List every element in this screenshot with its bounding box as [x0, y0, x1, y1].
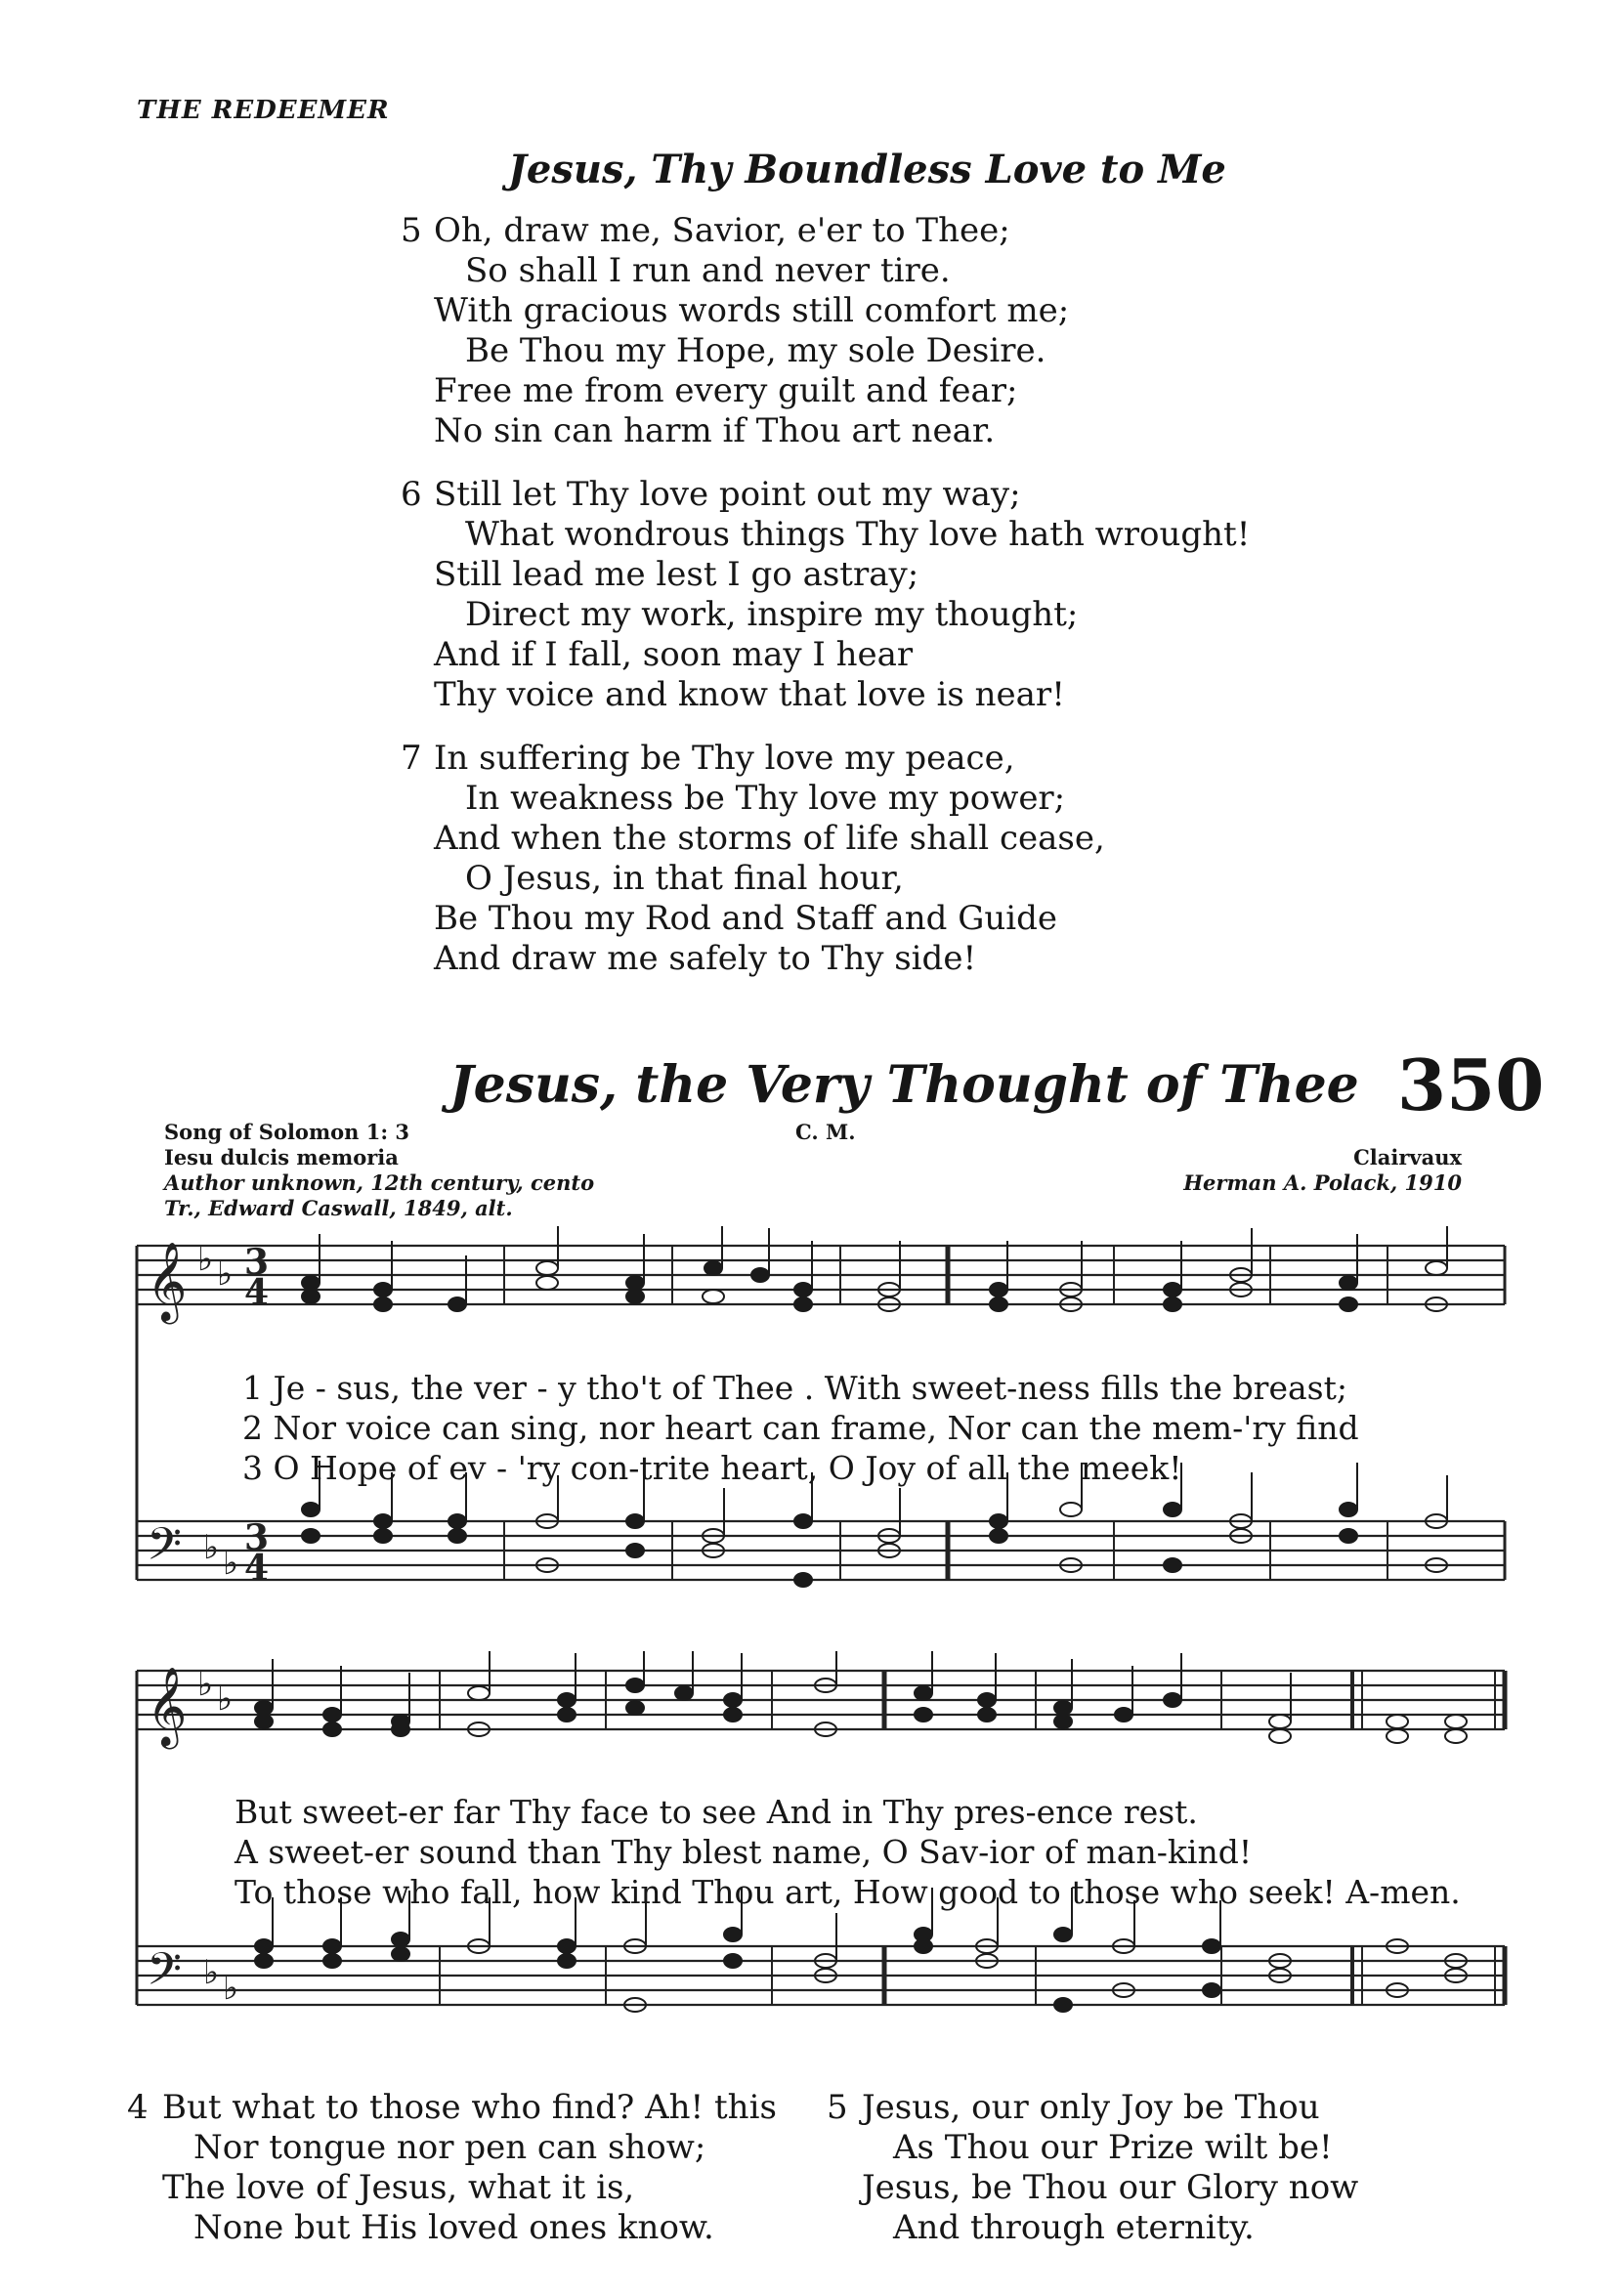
note-head: [255, 1701, 273, 1715]
note-head: [558, 1708, 576, 1722]
flat-icon: ♭: [197, 1240, 214, 1279]
note-head: [626, 1701, 644, 1715]
section-header: THE REDEEMER: [137, 96, 390, 125]
note-head: [1164, 1693, 1181, 1707]
treble-clef-icon: 𝄞: [147, 1666, 188, 1746]
flat-icon: ♭: [223, 1544, 239, 1583]
note-head: [558, 1939, 576, 1953]
note-head: [794, 1297, 812, 1311]
lyric-line: But sweet-er far Thy face to see And in Thy pres-ence rest.: [235, 1793, 1198, 1831]
note-head: [1060, 1503, 1082, 1516]
note-head: [374, 1283, 392, 1297]
note-head: [1387, 1729, 1408, 1743]
note-head: [990, 1514, 1007, 1528]
lyric-line: 3 O Hope of ev - 'ry con-trite heart, O Joy of all the meek!: [242, 1449, 1182, 1487]
note-head: [558, 1693, 576, 1707]
note-head: [626, 1290, 644, 1303]
note-head: [323, 1939, 341, 1953]
stanza-line: Be Thou my Hope, my sole Desire.: [465, 331, 1046, 370]
system-1-lyrics: [242, 1368, 1359, 1488]
note-head: [1340, 1297, 1357, 1311]
note-head: [1340, 1503, 1357, 1516]
stanza-line: Jesus, our only Joy be Thou: [862, 2088, 1320, 2127]
note-head: [675, 1686, 693, 1700]
stanza-number: 4: [127, 2088, 149, 2127]
note-head: [302, 1503, 320, 1516]
stanza-line: Jesus, be Thou our Glory now: [862, 2168, 1359, 2207]
note-head: [1115, 1708, 1132, 1722]
hymn-b-title: Jesus, the Very Thought of Thee: [449, 1055, 1359, 1115]
hymn-a-stanza-7: [401, 739, 1105, 979]
stanza-line: Nor tongue nor pen can show;: [193, 2128, 706, 2167]
note-head: [794, 1283, 812, 1297]
hymn-a-stanza-5: [401, 211, 1070, 451]
stanza-line: And through eternity.: [893, 2208, 1255, 2247]
stanza-line: Be Thou my Rod and Staff and Guide: [434, 899, 1058, 938]
note-head: [1340, 1529, 1357, 1543]
note-head: [724, 1928, 742, 1941]
note-head: [626, 1679, 644, 1692]
note-head: [536, 1261, 558, 1275]
note-head: [724, 1708, 742, 1722]
note-head: [1054, 1998, 1072, 2012]
note-head: [1387, 1715, 1408, 1728]
note-head: [374, 1514, 392, 1528]
note-head: [392, 1933, 409, 1946]
bass-clef-icon: 𝄢: [147, 1518, 183, 1582]
note-head: [990, 1283, 1007, 1297]
note-head: [323, 1722, 341, 1736]
note-head: [536, 1276, 558, 1290]
note-head: [302, 1529, 320, 1543]
note-head: [978, 1693, 996, 1707]
composer-credit: Herman A. Polack, 1910: [1183, 1170, 1462, 1195]
note-head: [1340, 1276, 1357, 1290]
stanza-line: With gracious words still comfort me;: [434, 291, 1070, 330]
note-head: [1054, 1928, 1072, 1941]
scripture-reference: Song of Solomon 1: 3: [164, 1120, 410, 1144]
note-head: [255, 1954, 273, 1968]
note-head: [1269, 1729, 1291, 1743]
note-head: [724, 1954, 742, 1968]
author-credit: Author unknown, 12th century, cento: [164, 1170, 595, 1195]
bass-clef-icon: 𝄢: [147, 1943, 183, 2007]
stanza-number: 6: [401, 475, 422, 514]
note-head: [794, 1573, 812, 1587]
note-head: [915, 1708, 932, 1722]
stanza-number: 7: [401, 739, 422, 778]
hymn-a-stanza-6: [401, 475, 1251, 715]
note-head: [558, 1954, 576, 1968]
lyric-line: 2 Nor voice can sing, nor heart can frame, Nor can the mem-'ry find: [242, 1409, 1359, 1447]
latin-title: Iesu dulcis memoria: [164, 1145, 399, 1169]
meter: C. M.: [795, 1120, 856, 1144]
note-head: [724, 1693, 742, 1707]
note-head: [1164, 1297, 1181, 1311]
note-head: [704, 1261, 722, 1275]
note-head: [302, 1290, 320, 1303]
flat-icon: ♭: [203, 1953, 220, 1992]
stanza-line: Thy voice and know that love is near!: [434, 675, 1065, 714]
stanza-line: No sin can harm if Thou art near.: [434, 411, 996, 450]
stanza-line: The love of Jesus, what it is,: [162, 2168, 635, 2207]
note-head: [1203, 1983, 1220, 1997]
stanza-line: But what to those who find? Ah! this: [162, 2088, 777, 2127]
stanza-number: 5: [827, 2088, 848, 2127]
time-signature-bottom: 4: [244, 1548, 270, 1589]
flat-icon: ♭: [223, 1969, 239, 2008]
system-2-lyrics: [235, 1792, 1461, 1912]
flat-icon: ♭: [217, 1254, 234, 1294]
translator-credit: Tr., Edward Caswall, 1849, alt.: [164, 1196, 513, 1220]
note-head: [392, 1722, 409, 1736]
stanza-line: Direct my work, inspire my thought;: [465, 595, 1079, 634]
flat-icon: ♭: [217, 1679, 234, 1719]
note-head: [794, 1514, 812, 1528]
note-head: [374, 1529, 392, 1543]
note-head: [448, 1529, 466, 1543]
note-head: [255, 1939, 273, 1953]
time-signature-top: 3: [244, 1242, 270, 1283]
note-head: [1054, 1715, 1072, 1728]
note-head: [448, 1514, 466, 1528]
note-head: [626, 1544, 644, 1557]
note-head: [978, 1708, 996, 1722]
stanza-line: So shall I run and never tire.: [465, 251, 951, 290]
note-head: [302, 1276, 320, 1290]
stanza-line: None but His loved ones know.: [193, 2208, 714, 2247]
stanza-line: Still lead me lest I go astray;: [434, 555, 919, 594]
note-head: [392, 1947, 409, 1961]
note-head: [323, 1708, 341, 1722]
treble-clef-icon: 𝄞: [147, 1241, 188, 1321]
hymn-b-stanza-4: [127, 2088, 777, 2248]
note-head: [990, 1529, 1007, 1543]
note-head: [1164, 1503, 1181, 1516]
flat-icon: ♭: [197, 1665, 214, 1704]
note-head: [1445, 1715, 1467, 1728]
hymn-b-stanza-5: [827, 2088, 1359, 2248]
note-head: [915, 1686, 932, 1700]
hymn-number: 350: [1397, 1043, 1545, 1127]
note-head: [1164, 1558, 1181, 1572]
note-head: [915, 1939, 932, 1953]
note-head: [626, 1276, 644, 1290]
stanza-line: Oh, draw me, Savior, e'er to Thee;: [434, 211, 1010, 250]
time-signature-bottom: 4: [244, 1272, 270, 1313]
lyric-line: A sweet-er sound than Thy blest name, O Sav-ior of man-kind!: [235, 1833, 1253, 1871]
stanza-line: In suffering be Thy love my peace,: [434, 739, 1015, 778]
lyric-line: To those who fall, how kind Thou art, How good to those who seek! A-men.: [235, 1873, 1461, 1911]
stanza-line: As Thou our Prize wilt be!: [893, 2128, 1333, 2167]
note-head: [1269, 1715, 1291, 1728]
stanza-number: 5: [401, 211, 422, 250]
note-head: [1054, 1701, 1072, 1715]
note-head: [990, 1297, 1007, 1311]
stanza-line: And when the storms of life shall cease,: [434, 819, 1105, 858]
lyric-line: 1 Je - sus, the ver - y tho't of Thee . With sweet-ness fills the breast;: [242, 1369, 1347, 1407]
note-head: [468, 1686, 490, 1700]
stanza-line: In weakness be Thy love my power;: [465, 779, 1066, 818]
note-head: [1203, 1939, 1220, 1953]
note-head: [323, 1954, 341, 1968]
note-head: [1445, 1729, 1467, 1743]
note-head: [1426, 1261, 1447, 1275]
time-signature-top: 3: [244, 1517, 270, 1558]
note-head: [448, 1297, 466, 1311]
stanza-line: And if I fall, soon may I hear: [434, 635, 914, 674]
note-head: [374, 1297, 392, 1311]
note-head: [1164, 1283, 1181, 1297]
note-head: [703, 1290, 724, 1303]
stanza-line: What wondrous things Thy love hath wrought!: [465, 515, 1251, 554]
stanza-line: Free me from every guilt and fear;: [434, 371, 1018, 410]
note-head: [626, 1514, 644, 1528]
tune-name: Clairvaux: [1353, 1145, 1462, 1169]
note-head: [255, 1715, 273, 1728]
stanza-line: O Jesus, in that final hour,: [465, 859, 904, 898]
stanza-line: Still let Thy love point out my way;: [434, 475, 1021, 514]
note-head: [751, 1268, 769, 1282]
flat-icon: ♭: [203, 1528, 220, 1567]
hymn-a-title: Jesus, Thy Boundless Love to Me: [508, 147, 1226, 192]
stanza-line: And draw me safely to Thy side!: [434, 939, 977, 978]
